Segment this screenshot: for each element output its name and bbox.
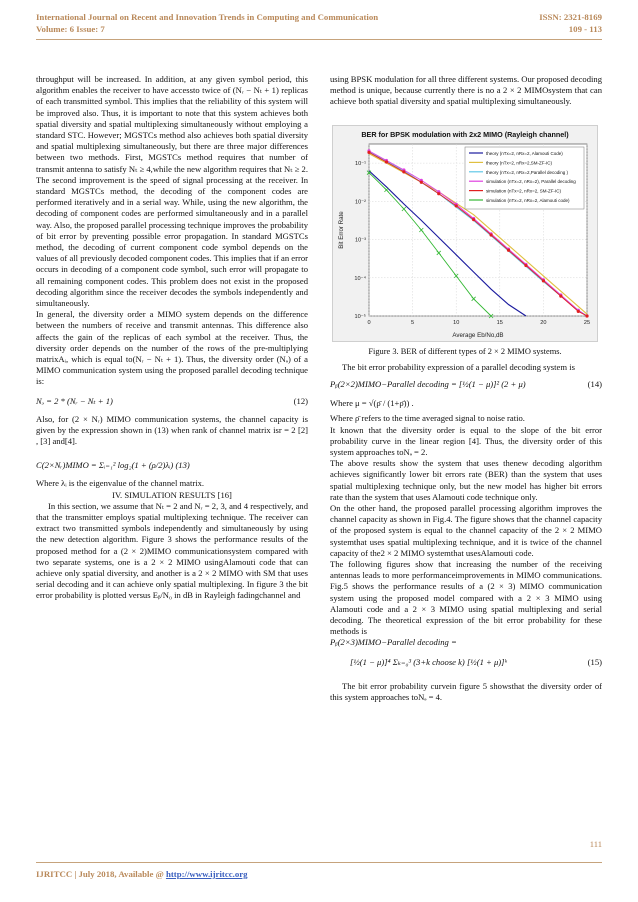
where-mu: Where μ = √(ρ̄ / (1+ρ̄)) . <box>330 398 414 409</box>
page-range: 109 - 113 <box>568 24 602 34</box>
section-heading: IV. SIMULATION RESULTS [16] <box>112 489 232 500</box>
right-paragraph-8: The bit error probability curvein figure 5 showsthat the diversity order of this system approaches toNₔ = 4. <box>330 680 602 702</box>
figure-caption: Figure 3. BER of different types of 2 × 2 MIMO systems. <box>368 347 562 356</box>
legend <box>465 147 584 209</box>
y-tick-label: 10⁻⁵ <box>354 314 366 320</box>
right-paragraph-2: The bit error probability expression of a parallel decoding system is <box>342 362 575 372</box>
equation-14-body: Pᵦ(2×2)MIMO−Parallel decoding = [½(1 − μ)]² (2 + μ) <box>330 379 526 390</box>
data-point <box>385 160 388 163</box>
left-paragraph-4: Where λᵢ is the eigenvalue of the channel matrix. <box>36 478 205 489</box>
x-tick-label: 15 <box>496 320 503 326</box>
footer-link[interactable]: http://www.ijritcc.org <box>165 869 248 879</box>
equation-12-number: (12) <box>293 395 308 406</box>
issn: ISSN: 2321-8169 <box>539 12 602 22</box>
equation-12-body: Nₔ = 2 * (Nᵣ − Nₜ + 1) <box>36 395 113 406</box>
legend-label: theory (nTx=2, nRx=2,Parallel decoding ) <box>486 169 569 175</box>
footer-divider <box>36 862 602 863</box>
volume-issue: Volume: 6 Issue: 7 <box>36 24 105 34</box>
y-tick-label: 10⁻⁴ <box>354 275 366 282</box>
data-point <box>577 310 580 313</box>
x-tick-label: 10 <box>453 320 460 326</box>
data-point <box>437 192 440 195</box>
equation-15-lhs: Pᵦ(2×3)MIMO−Parallel decoding = <box>330 637 457 648</box>
left-column <box>36 74 308 602</box>
right-column-top <box>330 74 602 108</box>
y-tick-label: 10⁻² <box>354 199 366 206</box>
data-point <box>524 264 527 267</box>
legend-label: theory (nTx=2, nRx=2, Alamouti Code) <box>486 151 563 156</box>
left-paragraph-5: In this section, we assume that Nₜ = 2 and Nᵣ = 2, 3, and 4 respectively, and that the transmitter employs spatial multiplexing technique. The receiver can extract two transmitted symbols independently and simultaneously by using the new detection algorithm. Figure 3 shows the performance results of the proposed method for a (2 × 2)MIMO communicationsystem compared with two separate systems, one is a 2 × 2 MIMO usingAlamouti code that can achieve only spatial diversity, and another is a 2 × 2 MIMO with SM that uses serial decoding and it can achieve only spatial multiplexing. In figure 3 the bit error probability is plotted versus Eᵦ/N₀ in dB in Rayleigh fadingchannel and <box>36 500 308 601</box>
right-paragraph-5: The above results show the system that uses thenew decoding algorithm achieves significantly lower bit errors rate (BER) than the system that uses spatial multiplexing technique only, but the new model has higher bit errors rate than the system that uses Alamouti code technique only. <box>330 458 602 502</box>
equation-15 <box>330 649 602 675</box>
right-paragraph-6: On the other hand, the proposed parallel processing algorithm improves the channel capacity as shown in Fig.4. The figure shows that the channel capacity of the proposed system is equal to the channel capacity of the 2 × 2 MIMO systemthat uses spatial multiplexing technique, and it is twice of the channel capacity of the2 × 2 MIMO systemthat usesAlamouti code. <box>330 503 602 558</box>
right-column-bottom <box>330 362 602 703</box>
y-tick-label: 10⁻³ <box>354 237 366 244</box>
page-header <box>36 12 602 22</box>
data-point <box>559 295 562 298</box>
x-tick-label: 0 <box>367 320 371 326</box>
left-paragraph-2: In general, the diversity order a MIMO system depends on the difference between the numbers of receive and transmit antennas. This difference also affects the gain of the replicas of each symbol at the receiver. Thus, the diversity order depends on the number of the rows of the pre-multiplying matrixAᵢ, which is equal to(Nᵣ − Nₜ + 1). Thus, the diversity order (Nₔ) of a MIMO communication system using the proposed parallel decoding technique is: <box>36 309 308 387</box>
x-tick-label: 20 <box>540 320 547 326</box>
right-paragraph-1: using BPSK modulation for all three different systems. Our proposed decoding method is unique, because currently there is no a 2 × 2 MIMOsystem that can achieve both spatial diversity and spatial multiplexing simultaneously. <box>330 74 602 107</box>
data-point <box>489 233 492 236</box>
equation-14-number: (14) <box>587 379 602 390</box>
y-axis-label: Bit Error Rate <box>338 211 345 249</box>
figure-3 <box>332 125 598 342</box>
legend-label: theory (nTx=2, nRx=2,SM-ZF-IC) <box>486 160 553 166</box>
data-point <box>472 218 475 221</box>
right-paragraph-7: The following figures show that increasing the number of the receiving antennas leads to more performanceimprovements in MIMO communications. Fig.5 shows the performance results of a (2 × 3) MIMO communication system using the proposed model compared with a 2 × 3 MIMO using Alamouti code and a 2 × 3 MIMO using spatial multiplexing and serial decoding. The theoretical expression of the bit error probability for these methods is <box>330 559 602 637</box>
journal-title: International Journal on Recent and Innovation Trends in Computing and Communication <box>36 12 379 22</box>
right-paragraph-3: Where ρ̄ refers to the time averaged signal to noise ratio. <box>330 413 525 424</box>
data-point <box>455 204 458 207</box>
x-tick-label: 5 <box>411 320 415 326</box>
data-point <box>507 249 510 252</box>
ber-chart <box>333 126 597 341</box>
left-paragraph-3: Also, for (2 × Nᵣ) MIMO communication systems, the channel capacity is given by the expression shown in (13) when rank of channel matrix isr = 2 [2] , [3] and[4]. <box>36 413 308 447</box>
equation-15-number: (15) <box>587 656 602 667</box>
page-header-line2 <box>36 24 602 34</box>
legend-label: simulation (nTx=2, nRx=2, SM-ZF-IC) <box>486 188 562 194</box>
legend-label: simulation (nTx=2, nRx=2, Alamouti code) <box>486 198 570 203</box>
footer-text: IJRITCC | July 2018, Available @ <box>36 869 166 879</box>
equation-13 <box>36 452 308 478</box>
right-paragraph-4: It known that the diversity order is equal to the slope of the bit error probability curve in the linear region [4]. Thus, the diversity order of this system approaches toNₔ = 2. <box>330 424 602 458</box>
data-point <box>420 181 423 184</box>
data-point <box>367 151 370 154</box>
y-tick-label: 10⁻¹ <box>354 161 366 168</box>
chart-title: BER for BPSK modulation with 2x2 MIMO (Rayleigh channel) <box>361 130 569 139</box>
legend-label: simulation (nTx=2, nRx=2), Parallel decoding <box>486 179 576 185</box>
equation-14 <box>330 373 602 395</box>
x-axis-label: Average Eb/No,dB <box>452 332 504 339</box>
footer <box>36 869 248 879</box>
header-divider <box>36 39 602 40</box>
x-tick-label: 25 <box>583 320 591 326</box>
equation-12 <box>36 393 308 409</box>
data-point <box>402 170 405 173</box>
data-point <box>542 279 545 282</box>
page-number: 111 <box>589 839 602 849</box>
data-point <box>585 314 588 317</box>
left-paragraph-1: throughput will be increased. In addition, at any given symbol period, this algorithm enables the receiver to have accessto twice of (Nᵣ − Nₜ + 1) replicas of each transmitted symbol. This implies that the reliability of this system will be improved also. Thus, it is important to note that this system achieves both spatial diversity and spatial multiplexing simultaneously without employing a standard STC. However; MGSTCs method also achieves both spatial diversity and spatial multiplexing simultaneously, but there are three major differences between two methods. First, MGSTCs method requires that number of transmit antenna to satisfy Nₜ ≥ 4,while the new algorithm requires that Nₜ ≥ 2. The second improvement is the speed of signal processing at the receiver. In standard MGSTCs method, the decoding of the component codes are performed iteratively and in a serial way. While, using the new algorithm, the decoding of component codes are performed simultaneously and in a parallel way. Also, the proposed parallel processing technique improves the probability of bit error by preventing possible error propagation. In standard MGSTCs method, the decoding of current component code symbol depends on the values of all previously decoded component codes. This implies that if an error occurs in decoding of a component code symbol, such error will propagate to all remaining component codes. This problem does not exist in the proposed decoding algorithm since the receiver decodes the symbols independently and simultaneously. <box>36 74 308 309</box>
equation-13-body: C(2×Nᵣ)MIMO = Σᵢ₌₁² log₂(1 + (ρ/2)λᵢ) (13) <box>36 460 190 471</box>
equation-15-body: [½(1 − μ)]⁴ Σₖ₌₀³ (3+k choose k) [½(1 + μ)]ᵏ <box>350 656 507 667</box>
